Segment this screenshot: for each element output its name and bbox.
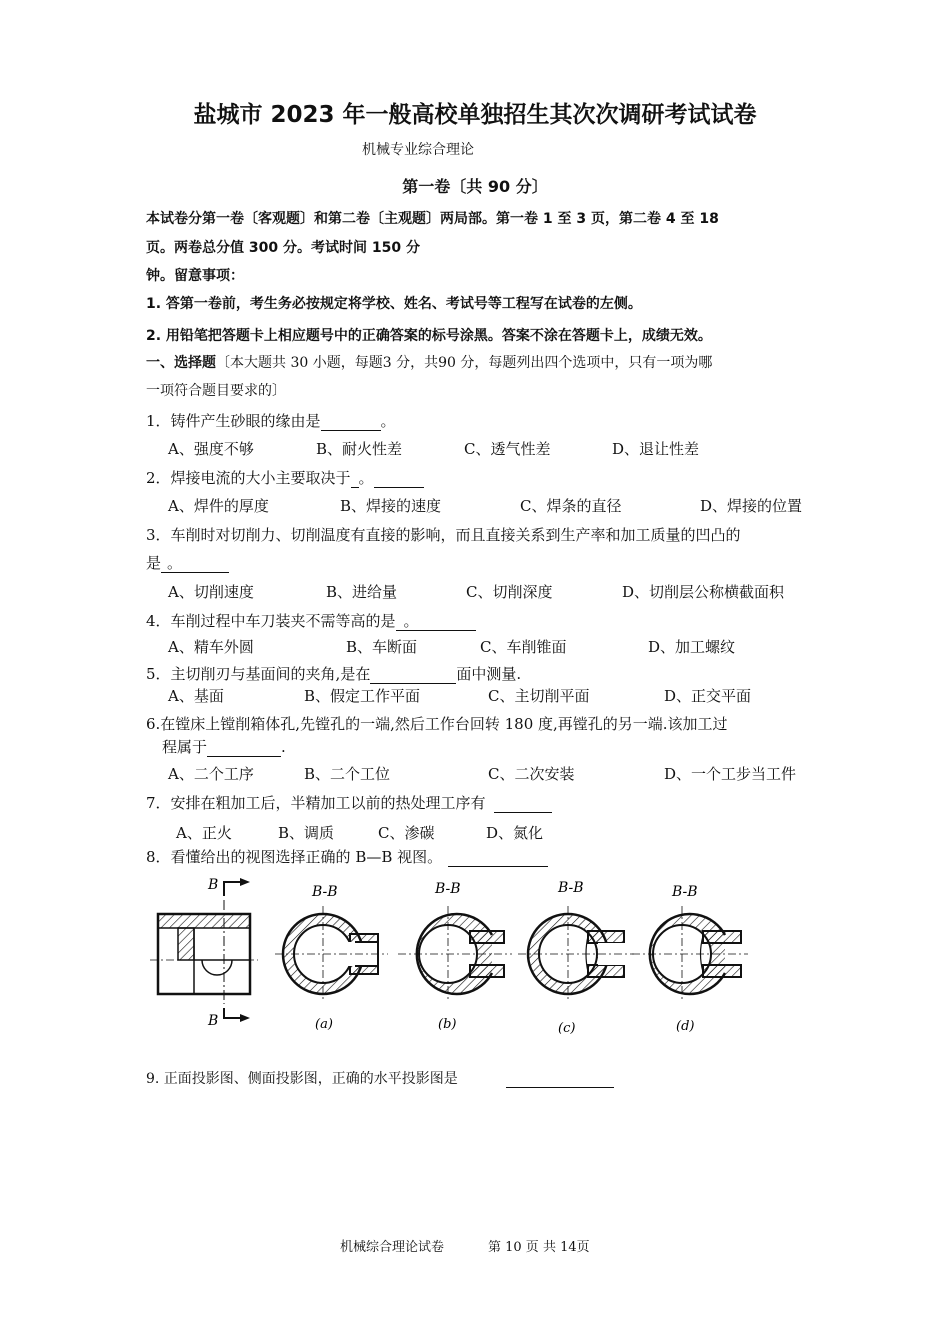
view-label: B-B — [558, 880, 584, 896]
answer-blank — [494, 796, 552, 813]
option-a: A、正火 — [176, 824, 232, 842]
option-d: D、退让性差 — [612, 440, 700, 458]
option-b: B、车断面 — [346, 638, 418, 656]
question-text: 9. 正面投影图、侧面投影图，正确的水平投影图是 — [146, 1071, 458, 1087]
option-d: D、焊接的位置 — [700, 497, 803, 515]
footer-title: 机械综合理论试卷 — [340, 1240, 445, 1255]
caption: (c) — [558, 1021, 576, 1036]
view-label: B-B — [435, 881, 461, 897]
option-a: A、强度不够 — [168, 440, 254, 458]
option-a: A、切削速度 — [168, 583, 254, 601]
question-text: 是 — [146, 554, 162, 572]
question-tail: 面中测量. — [456, 665, 522, 683]
exam-subtitle: 机械专业综合理论 — [362, 142, 474, 158]
instruction-note-1: 1. 答第一卷前，考生务必按规定将学校、姓名、考试号等工程写在试卷的左侧。 — [146, 296, 642, 312]
view-option-c — [518, 880, 634, 1036]
answer-blank-lead — [351, 471, 359, 488]
option-c: C、车削锥面 — [480, 638, 567, 656]
question-tail: 。 — [167, 554, 183, 572]
part1-desc-1: 〔本大题共 30 小题，每题3 分，共90 分，每题列出四个选项中，只有一项为哪 — [216, 355, 713, 371]
option-c: C、透气性差 — [464, 440, 551, 458]
question-text: 7．安排在粗加工后，半精加工以前的热处理工序有 — [146, 794, 486, 812]
exam-title: 盐城市 2023 年一般高校单独招生其次次调研考试试卷 — [193, 102, 757, 128]
question-3: 3．车削时对切削力、切削温度有直接的影响，而且直接关系到生产率和加工质量的凹凸的 — [146, 526, 741, 544]
question-text: 8．看懂给出的视图选择正确的 B—B 视图。 — [146, 848, 443, 866]
option-b: B、耐火性差 — [316, 440, 403, 458]
question-tail: 。 — [403, 612, 419, 630]
question-tail: 。 — [380, 412, 396, 430]
answer-blank — [321, 414, 381, 431]
option-b: B、二个工位 — [304, 765, 391, 783]
question-6: 6.在镗床上镗削箱体孔,先镗孔的一端,然后工作台回转 180 度,再镗孔的另一端.该加工过 — [146, 715, 728, 733]
option-a: A、焊件的厚度 — [168, 497, 269, 515]
question-2 — [146, 467, 424, 488]
option-a: A、精车外圆 — [168, 638, 254, 656]
answer-blank — [370, 667, 456, 684]
caption: (d) — [676, 1019, 695, 1034]
instruction-note-2: 2. 用铅笔把答题卡上相应题号中的正确答案的标号涂黑。答案不涂在答题卡上，成绩无效。 — [146, 328, 712, 344]
option-d: D、一个工步当工件 — [664, 765, 797, 783]
question-text: 5．主切削刃与基面间的夹角,是在 — [146, 665, 371, 683]
section-mark-bottom: B — [208, 1013, 219, 1029]
question-7 — [146, 792, 552, 813]
page-number: 第 10 页 共 14页 — [488, 1240, 590, 1255]
question-text: 4．车削过程中车刀装夹不需等高的是 — [146, 612, 396, 630]
answer-blank — [207, 740, 281, 757]
question-4 — [146, 610, 419, 631]
question-text: 1．铸件产生砂眼的缘由是 — [146, 412, 321, 430]
answer-blank — [506, 1071, 614, 1088]
option-d: D、氮化 — [486, 824, 544, 842]
question-tail: 。 — [358, 469, 374, 487]
question-3-cont — [146, 552, 182, 573]
part1-heading: 一、选择题 — [146, 355, 216, 371]
instruction-line-1: 本试卷分第一卷〔客观题〕和第二卷〔主观题〕两局部。第一卷 1 至 3 页，第二卷 4 至 18 — [146, 211, 719, 227]
instruction-line-3: 钟。留意事项： — [146, 268, 244, 284]
view-option-b — [398, 881, 512, 1032]
section-heading: 第一卷〔共 90 分〕 — [402, 177, 548, 196]
option-b: B、调质 — [278, 824, 335, 842]
option-a: A、二个工序 — [168, 765, 254, 783]
front-view — [150, 877, 258, 1029]
option-c: C、二次安装 — [488, 765, 575, 783]
question-text: 2．焊接电流的大小主要取决于 — [146, 469, 351, 487]
option-a: A、基面 — [168, 687, 224, 705]
part1-desc-2: 一项符合题目要求的〕 — [146, 383, 286, 399]
option-c: C、渗碳 — [378, 824, 435, 842]
question-5 — [146, 663, 521, 684]
option-d: D、正交平面 — [664, 687, 752, 705]
view-label: B-B — [672, 884, 698, 900]
option-d: D、切削层公称横截面积 — [622, 583, 785, 601]
bb-view-figure — [140, 872, 780, 1042]
question-6-cont — [162, 736, 286, 757]
option-b: B、进给量 — [326, 583, 398, 601]
question-text: 程属于 — [162, 738, 208, 756]
view-label: B-B — [312, 884, 338, 900]
option-b: B、焊接的速度 — [340, 497, 442, 515]
caption: (b) — [438, 1017, 457, 1032]
view-option-d — [632, 884, 748, 1034]
option-c: C、切削深度 — [466, 583, 553, 601]
view-option-a — [275, 884, 388, 1032]
option-c: C、主切削平面 — [488, 687, 590, 705]
question-tail: . — [281, 738, 286, 756]
option-c: C、焊条的直径 — [520, 497, 622, 515]
question-9 — [146, 1068, 614, 1088]
section-mark-top: B — [208, 877, 219, 893]
part1-line-1 — [146, 352, 712, 372]
answer-blank — [448, 850, 548, 867]
option-b: B、假定工作平面 — [304, 687, 421, 705]
question-1 — [146, 410, 396, 431]
answer-blank — [374, 471, 424, 488]
instruction-line-2: 页。两卷总分值 300 分。考试时间 150 分 — [146, 240, 420, 256]
caption: (a) — [315, 1017, 333, 1032]
option-d: D、加工螺纹 — [648, 638, 736, 656]
question-8 — [146, 846, 548, 867]
